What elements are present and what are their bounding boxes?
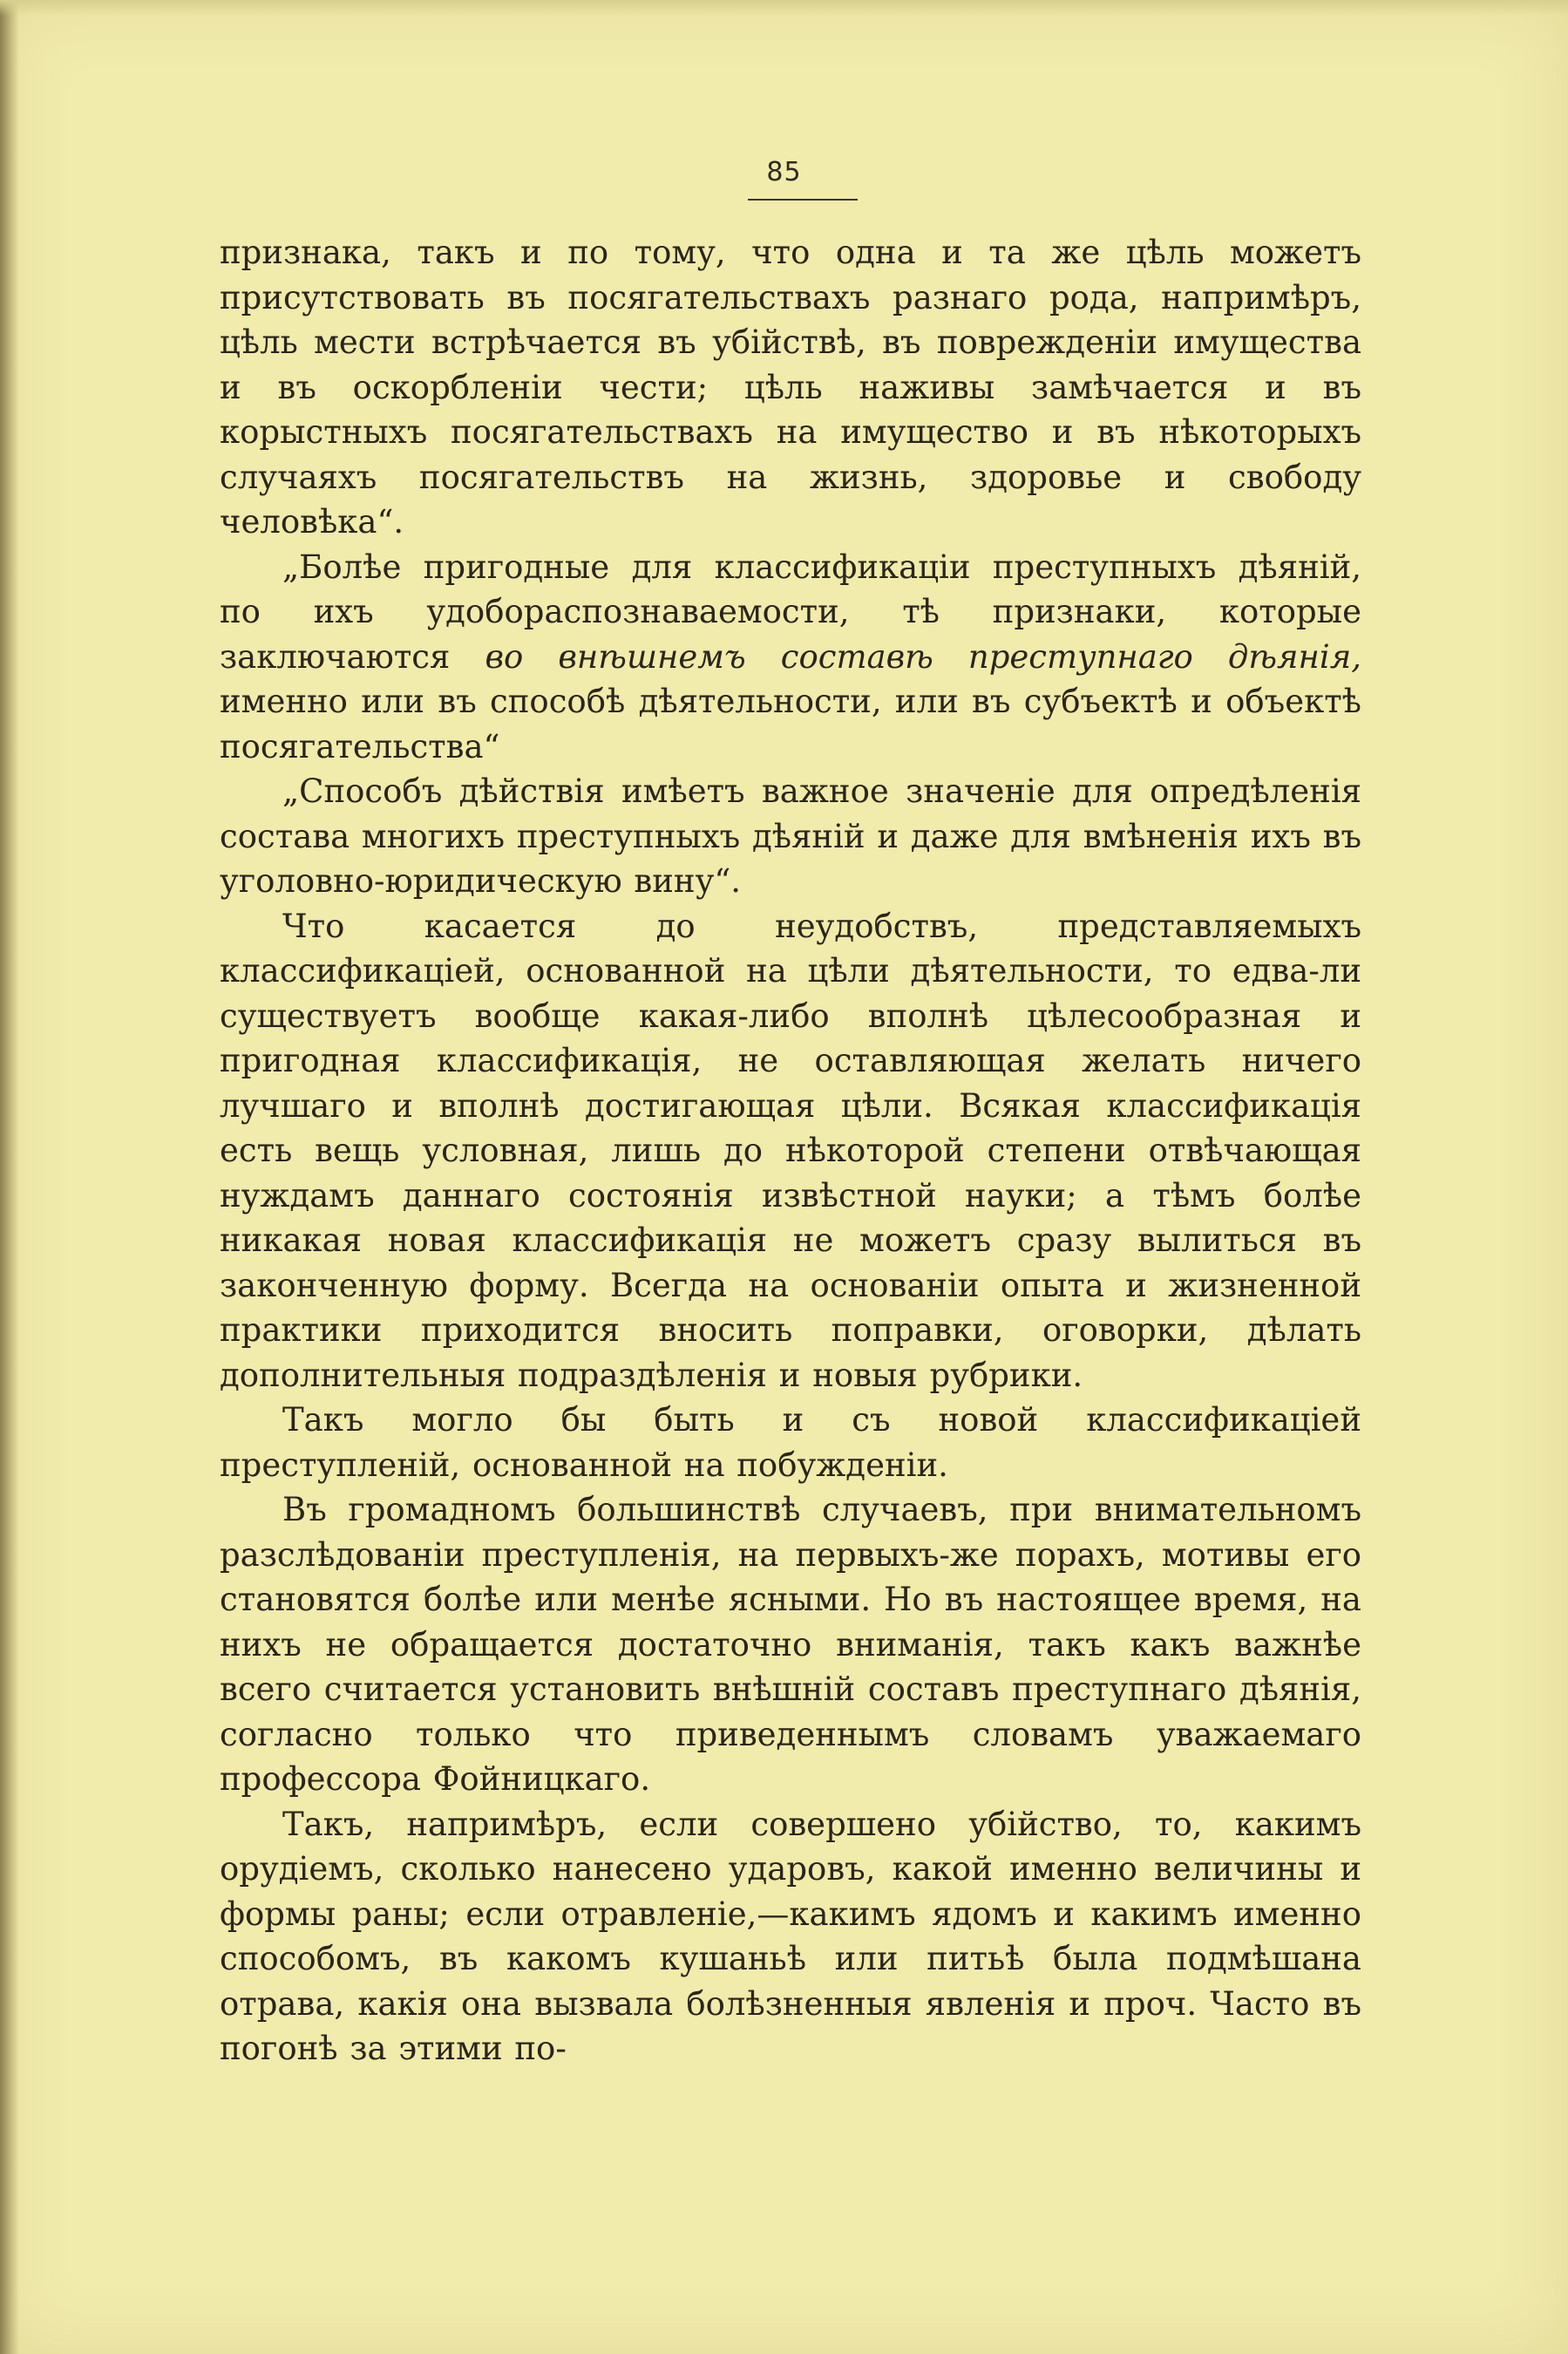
page-binding-edge [0, 0, 19, 2354]
page-number: 85 [766, 157, 802, 187]
paragraph-2-italic: во внѣшнемъ составѣ преступнаго дѣянія, [485, 637, 1361, 676]
paragraph-2-text-after: именно или въ способѣ дѣятельности, или въ субъектѣ и объектѣ посягательства“ [220, 683, 1361, 765]
paragraph-4: Что касается до неудобствъ, представляемыхъ классификаціей, основанной на цѣли дѣятельности, то едва-ли существуетъ вообще какая-либо вполнѣ цѣлесообразная и пригодная классификація, не оставляющая желать ничего лучшаго и вполнѣ достигающая цѣли. Всякая классификація есть вещь условная, лишь до нѣкоторой степени отвѣчающая нуждамъ даннаго состоянія извѣстной науки; а тѣмъ болѣе никакая новая классификація не можетъ сразу вылиться въ законченную форму. Всегда на основаніи опыта и жизненной практики приходится вносить поправки, оговорки, дѣлать дополнительныя подраздѣленія и новыя рубрики. [220, 907, 1361, 1394]
paragraph-5: Такъ могло бы быть и съ новой классификаціей преступленій, основанной на побужденіи. [220, 1401, 1361, 1484]
header-rule [748, 199, 858, 201]
paragraph-2 [220, 545, 1361, 770]
paragraph-6: Въ громадномъ большинствѣ случаевъ, при внимательномъ разслѣдованіи преступленія, на первыхъ-же порахъ, мотивы его становятся болѣе или менѣе ясными. Но въ настоящее время, на нихъ не обращается достаточно вниманія, такъ какъ важнѣе всего считается установить внѣшній составъ преступнаго дѣянія, согласно только что приведеннымъ словамъ уважаемаго профессора Фойницкаго. [220, 1491, 1361, 1798]
paragraph-2-text-before: „Болѣе пригодные для классификаціи преступныхъ дѣяній, по ихъ удобораспознаваемости, тѣ признаки, которые заключаются [220, 548, 1361, 676]
body-text [220, 230, 1361, 2072]
paragraph-1: признака, такъ и по тому, что одна и та же цѣль можетъ присутствовать въ посягательствахъ разнаго рода, напримѣръ, цѣль мести встрѣчается въ убійствѣ, въ поврежденіи имущества и въ оскорбленіи чести; цѣль наживы замѣчается и въ корыстныхъ посягательствахъ на имущество и въ нѣкоторыхъ случаяхъ посягательствъ на жизнь, здоровье и свободу человѣка“. [220, 234, 1361, 541]
paragraph-7: Такъ, напримѣръ, если совершено убійство, то, какимъ орудіемъ, сколько нанесено ударовъ, какой именно величины и формы раны; если отравленіе,—какимъ ядомъ и какимъ именно способомъ, въ какомъ кушаньѣ или питьѣ была подмѣшана отрава, какія она вызвала болѣзненныя явленія и проч. Часто въ погонѣ за этими по- [220, 1805, 1361, 2067]
paragraph-3: „Способъ дѣйствія имѣетъ важное значеніе для опредѣленія состава многихъ преступныхъ дѣяній и даже для вмѣненія ихъ въ уголовно-юридическую вину“. [220, 772, 1361, 900]
page-top-edge [0, 0, 1568, 16]
